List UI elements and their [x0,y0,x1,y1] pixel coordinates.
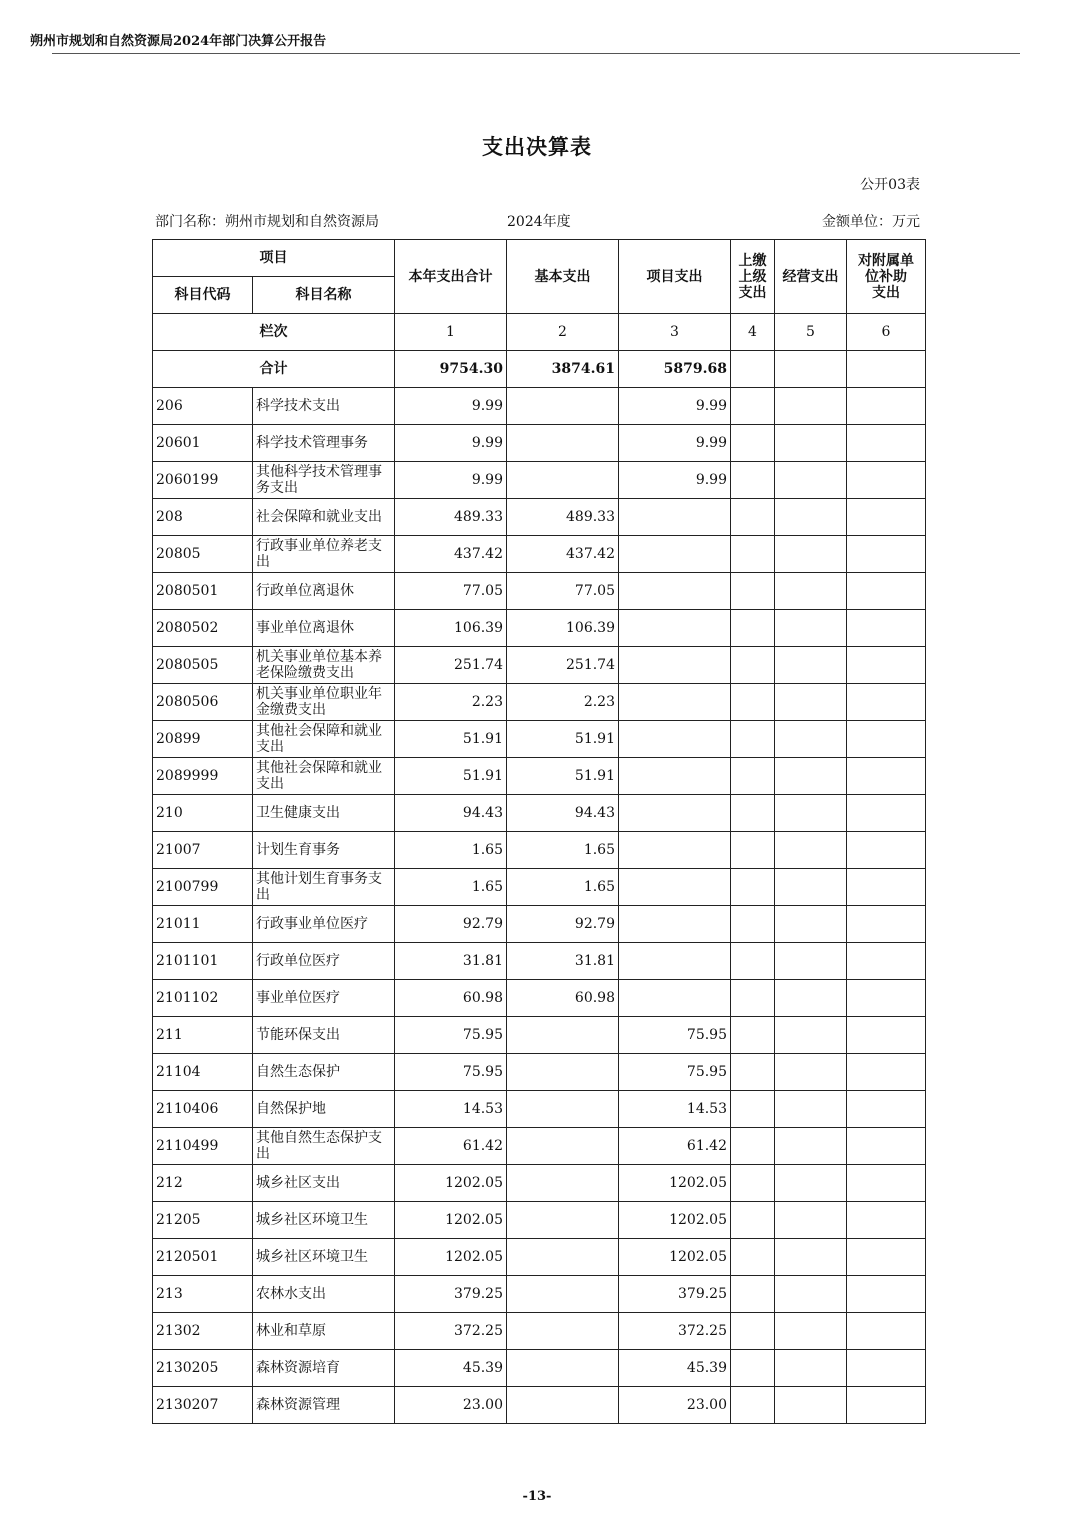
row-upper [731,1239,775,1276]
row-subsidy [847,1017,926,1054]
row-subsidy [847,758,926,795]
row-total: 1.65 [395,869,507,906]
row-business [775,1128,847,1165]
index-col-1: 1 [395,314,507,351]
row-basic: 106.39 [507,610,619,647]
header-total: 本年支出合计 [395,240,507,314]
row-total: 9.99 [395,425,507,462]
row-business [775,1202,847,1239]
row-total: 75.95 [395,1017,507,1054]
row-upper [731,1202,775,1239]
table-row [153,1165,926,1202]
table-number: 公开03表 [860,177,920,193]
row-business [775,1239,847,1276]
row-basic [507,388,619,425]
row-business [775,1350,847,1387]
row-name: 自然保护地 [253,1091,395,1128]
header-rule [52,53,1020,54]
row-upper [731,795,775,832]
row-name: 科学技术支出 [253,388,395,425]
table-row [153,1017,926,1054]
row-project [619,536,731,573]
row-code: 2060199 [153,462,253,499]
row-subsidy [847,684,926,721]
row-upper [731,1128,775,1165]
row-business [775,795,847,832]
row-subsidy [847,721,926,758]
row-subsidy [847,647,926,684]
row-name: 机关事业单位职业年金缴费支出 [253,684,395,721]
row-business [775,832,847,869]
row-upper [731,1017,775,1054]
row-project [619,832,731,869]
row-subsidy [847,573,926,610]
index-col-4: 4 [731,314,775,351]
running-header: 朔州市规划和自然资源局2024年部门决算公开报告 [30,34,327,49]
row-subsidy [847,610,926,647]
row-name: 其他社会保障和就业支出 [253,721,395,758]
row-basic: 92.79 [507,906,619,943]
row-total: 1202.05 [395,1202,507,1239]
row-subsidy [847,906,926,943]
header-upper: 上缴 上级 支出 [731,240,775,314]
row-subsidy [847,1091,926,1128]
table-row [153,832,926,869]
row-business [775,1387,847,1424]
row-upper [731,758,775,795]
row-subsidy [847,499,926,536]
table-row [153,721,926,758]
row-name: 自然生态保护 [253,1054,395,1091]
page-number: -13- [522,1489,552,1504]
row-total: 51.91 [395,758,507,795]
row-code: 2130207 [153,1387,253,1424]
row-name: 计划生育事务 [253,832,395,869]
table-row [153,1054,926,1091]
row-upper [731,980,775,1017]
row-project [619,573,731,610]
row-name: 卫生健康支出 [253,795,395,832]
header-code: 科目代码 [153,277,253,314]
row-name: 森林资源培育 [253,1350,395,1387]
row-code: 20601 [153,425,253,462]
row-upper [731,1165,775,1202]
row-subsidy [847,795,926,832]
row-business [775,499,847,536]
row-upper [731,425,775,462]
header-subsidy: 对附属单 位补助 支出 [847,240,926,314]
row-business [775,758,847,795]
row-upper [731,462,775,499]
row-project: 379.25 [619,1276,731,1313]
row-business [775,536,847,573]
table-row [153,980,926,1017]
table-row [153,536,926,573]
row-upper [731,1313,775,1350]
row-upper [731,573,775,610]
amount-unit: 金额单位：万元 [822,214,920,230]
header-project: 项目支出 [619,240,731,314]
row-business [775,1091,847,1128]
header-item: 项目 [153,240,395,277]
row-code: 2130205 [153,1350,253,1387]
row-total: 379.25 [395,1276,507,1313]
row-total: 372.25 [395,1313,507,1350]
index-col-6: 6 [847,314,926,351]
row-total: 94.43 [395,795,507,832]
row-subsidy [847,1202,926,1239]
row-basic: 251.74 [507,647,619,684]
row-code: 211 [153,1017,253,1054]
row-basic: 77.05 [507,573,619,610]
row-subsidy [847,1313,926,1350]
row-total: 251.74 [395,647,507,684]
table-row [153,462,926,499]
row-subsidy [847,980,926,1017]
row-business [775,721,847,758]
index-row [153,314,926,351]
page-title: 支出决算表 [482,134,592,159]
row-code: 21205 [153,1202,253,1239]
row-project: 45.39 [619,1350,731,1387]
row-basic [507,425,619,462]
table-row [153,869,926,906]
row-business [775,1017,847,1054]
row-code: 2101101 [153,943,253,980]
table-row [153,758,926,795]
row-basic [507,1054,619,1091]
row-total: 23.00 [395,1387,507,1424]
total-basic: 3874.61 [507,351,619,388]
row-project [619,795,731,832]
row-subsidy [847,425,926,462]
row-name: 其他社会保障和就业支出 [253,758,395,795]
row-subsidy [847,1387,926,1424]
row-upper [731,1054,775,1091]
row-total: 9.99 [395,462,507,499]
row-business [775,647,847,684]
total-subsidy [847,351,926,388]
table-row [153,1239,926,1276]
total-row [153,351,926,388]
row-project: 9.99 [619,388,731,425]
row-basic [507,1387,619,1424]
row-total: 92.79 [395,906,507,943]
row-name: 其他科学技术管理事务支出 [253,462,395,499]
row-upper [731,1276,775,1313]
index-label: 栏次 [153,314,395,351]
row-name: 机关事业单位基本养老保险缴费支出 [253,647,395,684]
row-upper [731,943,775,980]
total-project: 5879.68 [619,351,731,388]
row-project [619,499,731,536]
row-code: 21302 [153,1313,253,1350]
row-name: 行政事业单位养老支出 [253,536,395,573]
row-basic [507,1128,619,1165]
row-basic [507,1350,619,1387]
row-upper [731,1091,775,1128]
row-code: 2110499 [153,1128,253,1165]
row-name: 城乡社区支出 [253,1165,395,1202]
row-business [775,906,847,943]
row-name: 行政单位离退休 [253,573,395,610]
row-basic [507,1202,619,1239]
row-total: 31.81 [395,943,507,980]
row-total: 60.98 [395,980,507,1017]
row-total: 437.42 [395,536,507,573]
row-project: 9.99 [619,462,731,499]
row-basic: 60.98 [507,980,619,1017]
row-project: 1202.05 [619,1165,731,1202]
row-name: 事业单位离退休 [253,610,395,647]
row-business [775,943,847,980]
row-total: 9.99 [395,388,507,425]
row-subsidy [847,462,926,499]
row-name: 城乡社区环境卫生 [253,1239,395,1276]
row-code: 21104 [153,1054,253,1091]
row-basic [507,1165,619,1202]
row-name: 社会保障和就业支出 [253,499,395,536]
table-row [153,795,926,832]
row-total: 75.95 [395,1054,507,1091]
row-upper [731,499,775,536]
row-basic: 51.91 [507,758,619,795]
department-name: 部门名称：朔州市规划和自然资源局 [155,214,379,230]
index-col-3: 3 [619,314,731,351]
row-basic: 489.33 [507,499,619,536]
row-code: 2110406 [153,1091,253,1128]
row-code: 212 [153,1165,253,1202]
row-project [619,684,731,721]
header-business: 经营支出 [775,240,847,314]
row-subsidy [847,832,926,869]
expenditure-table [152,239,926,1424]
row-upper [731,1387,775,1424]
table-row [153,1128,926,1165]
row-total: 1.65 [395,832,507,869]
row-upper [731,906,775,943]
row-basic: 2.23 [507,684,619,721]
header-basic: 基本支出 [507,240,619,314]
total-upper [731,351,775,388]
row-subsidy [847,943,926,980]
header-name: 科目名称 [253,277,395,314]
row-subsidy [847,1128,926,1165]
report-year: 2024年度 [507,214,571,230]
row-basic: 94.43 [507,795,619,832]
row-project: 61.42 [619,1128,731,1165]
row-total: 45.39 [395,1350,507,1387]
row-project [619,943,731,980]
row-name: 森林资源管理 [253,1387,395,1424]
row-business [775,684,847,721]
index-col-5: 5 [775,314,847,351]
row-subsidy [847,1165,926,1202]
row-project: 1202.05 [619,1239,731,1276]
row-subsidy [847,1276,926,1313]
table-row [153,647,926,684]
row-project: 1202.05 [619,1202,731,1239]
row-project [619,758,731,795]
row-name: 行政单位医疗 [253,943,395,980]
row-business [775,869,847,906]
row-basic [507,1276,619,1313]
total-label: 合计 [153,351,395,388]
table-row [153,499,926,536]
row-code: 2080502 [153,610,253,647]
row-subsidy [847,869,926,906]
row-upper [731,721,775,758]
total-business [775,351,847,388]
row-business [775,610,847,647]
row-project [619,610,731,647]
row-code: 2120501 [153,1239,253,1276]
row-total: 14.53 [395,1091,507,1128]
row-name: 林业和草原 [253,1313,395,1350]
row-upper [731,647,775,684]
row-total: 106.39 [395,610,507,647]
table-row [153,684,926,721]
row-basic [507,1239,619,1276]
table-row [153,906,926,943]
row-total: 77.05 [395,573,507,610]
row-total: 489.33 [395,499,507,536]
row-basic [507,1091,619,1128]
row-business [775,462,847,499]
row-subsidy [847,1350,926,1387]
table-row [153,1276,926,1313]
row-code: 21011 [153,906,253,943]
row-code: 20805 [153,536,253,573]
row-total: 51.91 [395,721,507,758]
row-business [775,980,847,1017]
row-name: 节能环保支出 [253,1017,395,1054]
row-code: 2100799 [153,869,253,906]
row-basic: 437.42 [507,536,619,573]
row-upper [731,869,775,906]
row-project: 14.53 [619,1091,731,1128]
row-code: 2080501 [153,573,253,610]
row-business [775,573,847,610]
table-row [153,425,926,462]
row-business [775,1165,847,1202]
row-basic [507,462,619,499]
row-business [775,1313,847,1350]
row-business [775,425,847,462]
table-row [153,943,926,980]
row-name: 事业单位医疗 [253,980,395,1017]
row-code: 2089999 [153,758,253,795]
row-code: 206 [153,388,253,425]
row-basic: 1.65 [507,832,619,869]
row-name: 城乡社区环境卫生 [253,1202,395,1239]
row-project [619,647,731,684]
row-project: 9.99 [619,425,731,462]
row-business [775,1276,847,1313]
row-code: 20899 [153,721,253,758]
row-business [775,388,847,425]
row-project [619,869,731,906]
row-basic: 1.65 [507,869,619,906]
row-name: 科学技术管理事务 [253,425,395,462]
row-code: 2080506 [153,684,253,721]
table-row [153,1350,926,1387]
row-total: 61.42 [395,1128,507,1165]
row-basic: 31.81 [507,943,619,980]
row-upper [731,832,775,869]
row-total: 1202.05 [395,1165,507,1202]
row-project: 372.25 [619,1313,731,1350]
row-basic: 51.91 [507,721,619,758]
row-total: 1202.05 [395,1239,507,1276]
row-name: 农林水支出 [253,1276,395,1313]
row-basic [507,1017,619,1054]
row-project [619,906,731,943]
row-code: 213 [153,1276,253,1313]
row-name: 其他自然生态保护支出 [253,1128,395,1165]
row-name: 其他计划生育事务支出 [253,869,395,906]
row-business [775,1054,847,1091]
row-code: 210 [153,795,253,832]
table-row [153,1313,926,1350]
row-subsidy [847,388,926,425]
table-row [153,1387,926,1424]
table-row [153,1202,926,1239]
row-project [619,721,731,758]
row-name: 行政事业单位医疗 [253,906,395,943]
total-sum: 9754.30 [395,351,507,388]
row-project [619,980,731,1017]
table-row [153,573,926,610]
row-total: 2.23 [395,684,507,721]
row-code: 21007 [153,832,253,869]
row-project: 23.00 [619,1387,731,1424]
row-code: 2080505 [153,647,253,684]
row-subsidy [847,1239,926,1276]
row-project: 75.95 [619,1017,731,1054]
row-code: 2101102 [153,980,253,1017]
row-subsidy [847,536,926,573]
row-code: 208 [153,499,253,536]
table-row [153,388,926,425]
table-row [153,1091,926,1128]
row-basic [507,1313,619,1350]
row-upper [731,684,775,721]
row-upper [731,536,775,573]
row-project: 75.95 [619,1054,731,1091]
row-upper [731,388,775,425]
row-upper [731,1350,775,1387]
row-subsidy [847,1054,926,1091]
row-upper [731,610,775,647]
table-row [153,610,926,647]
index-col-2: 2 [507,314,619,351]
